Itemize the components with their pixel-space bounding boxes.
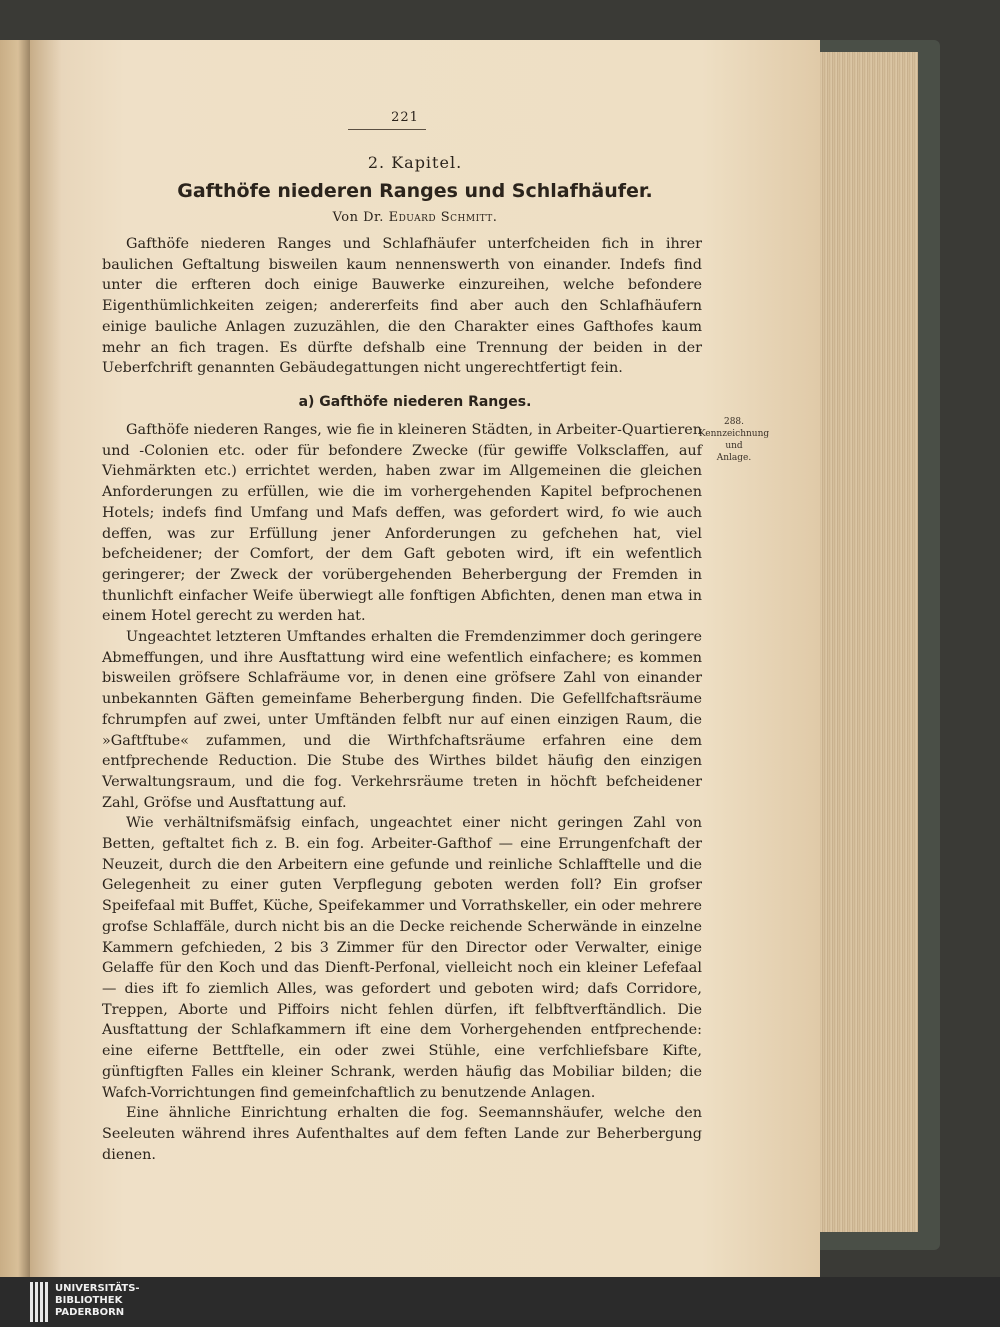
margin-note-line: Anlage. (716, 453, 752, 463)
page-number: 221 (391, 110, 419, 125)
margin-note-line: und (725, 441, 743, 451)
margin-note-line: Kennzeichnung (698, 429, 770, 439)
margin-note-number: 288. (723, 417, 745, 427)
book-page (30, 40, 820, 1277)
chapter-title: Gafthöfe niederen Ranges und Schlafhäufer. (177, 180, 653, 202)
margin-note (694, 416, 774, 464)
logo-line: PADERBORN (55, 1307, 125, 1318)
author-prefix: Von Dr. (332, 210, 384, 225)
previous-page-edge (0, 40, 30, 1277)
intro-text (102, 234, 702, 379)
library-logo-icon (30, 1282, 50, 1322)
library-footer (0, 1277, 1000, 1327)
author-line (30, 210, 800, 225)
chapter-label: 2. Kapitel. (367, 153, 463, 172)
body-paragraph: Wie verhältnifsmäfsig einfach, ungeachtet einer nicht geringen Zahl von Betten, geftaltet fich z. B. ein fog. Arbeiter-Gafthof — eine Errungenfchaft der Neuzeit, durch die den Arbeitern eine gefunde und reinliche Schlafftelle und die Gelegenheit zu einer guten Verpflegung geboten werden foll? Ein grofser Speifefaal mit Buffet, Küche, Speifekammer und Vorrathskeller, ein oder mehrere grofse Schlaffäle, durch nicht bis an die Decke reichende Scherwände in einzelne Kammern gefchieden, 2 bis 3 Zimmer für den Director oder Verwalter, einige Gelaffe für den Koch und das Dienft-Perfonal, vielleicht noch ein kleiner Lefefaal — dies ift fo ziemlich Alles, was gefordert und geboten wird; dafs Corridore, Treppen, Aborte und Piffoirs nicht fehlen dürfen, ift felbftverftändlich. Die Ausftattung der Schlafkammern ift eine dem Vorhergehenden entfprechende: eine eiferne Bettftelle, ein oder zwei Stühle, eine verfchliefsbare Kifte, günftigften Falles ein kleiner Schrank, werden häufig das Mobiliar bilden; die Wafch-Vorrichtungen find gemeinfchaftlich zu benutzende Anlagen. (102, 815, 702, 1101)
library-logo-text (55, 1283, 140, 1319)
body-paragraph: Gafthöfe niederen Ranges, wie fie in kleineren Städten, in Arbeiter-Quartieren und -Colonien etc. oder für befondere Zwecke (für gewiffe Volksclaffen, auf Viehmärkten etc.) errichtet werden, haben zwar im Allgemeinen die gleichen Anforderungen zu erfüllen, wie die im vorhergehenden Kapitel befprochenen Hotels; indefs find Umfang und Mafs deffen, was gefordert wird, fo wie auch deffen, was zur Erfüllung jener Anforderungen zu gefchehen hat, viel befcheidener; der Comfort, der dem Gaft geboten wird, ift ein wefentlich geringerer; der Zweck der vorübergehenden Beherbergung der Fremden in thunlichft einfacher Weife überwiegt alle fonftigen Abfichten, denen man etwa in einem Hotel gerecht zu werden hat. (102, 422, 702, 625)
body-text (102, 420, 702, 1165)
logo-line: BIBLIOTHEK (55, 1295, 123, 1306)
intro-paragraph: Gafthöfe niederen Ranges und Schlafhäufer unterfcheiden fich in ihrer baulichen Geftaltung bisweilen kaum nennenswerth von einander. Indefs find unter die erfteren doch einige Bauwerke einzureihen, welche befondere Eigenthümlichkeiten zeigen; andererfeits find aber auch den Schlafhäufern einige bauliche Anlagen zuzuzählen, die den Charakter eines Gafthofes kaum mehr an fich tragen. Es dürfte defshalb eine Trennung der beiden in der Ueberfchrift genannten Gebäudegattungen nicht ungerechtfertigt fein. (102, 236, 702, 377)
body-paragraph: Ungeachtet letzteren Umftandes erhalten die Fremdenzimmer doch geringere Abmeffungen, und ihre Ausftattung wird eine wefentlich einfachere; es kommen bisweilen gröfsere Schlafräume vor, in denen eine gröfsere Zahl von einander unbekannten Gäften gemeinfame Beherbergung finden. Die Gefellfchaftsräume fchrumpfen auf zwei, unter Umftänden felbft nur auf einen einzigen Raum, die »Gaftftube« zufammen, und die Wirthfchaftsräume erfahren eine dem entfprechende Reduction. Die Stube des Wirthes bildet häufig den einzigen Verwaltungsraum, und die fog. Verkehrsräume treten in höchft befcheidener Zahl, Gröfse und Ausftattung auf. (102, 629, 702, 811)
section-heading: a) Gafthöfe niederen Ranges. (298, 394, 532, 410)
header-rule (348, 129, 426, 130)
page-edges (818, 52, 918, 1232)
body-paragraph: Eine ähnliche Einrichtung erhalten die fog. Seemannshäufer, welche den Seeleuten während ihres Aufenthaltes auf dem feften Lande zur Beherbergung dienen. (102, 1105, 702, 1163)
author-name: Eduard Schmitt. (388, 210, 498, 225)
logo-line: UNIVERSITÄTS- (55, 1283, 140, 1294)
